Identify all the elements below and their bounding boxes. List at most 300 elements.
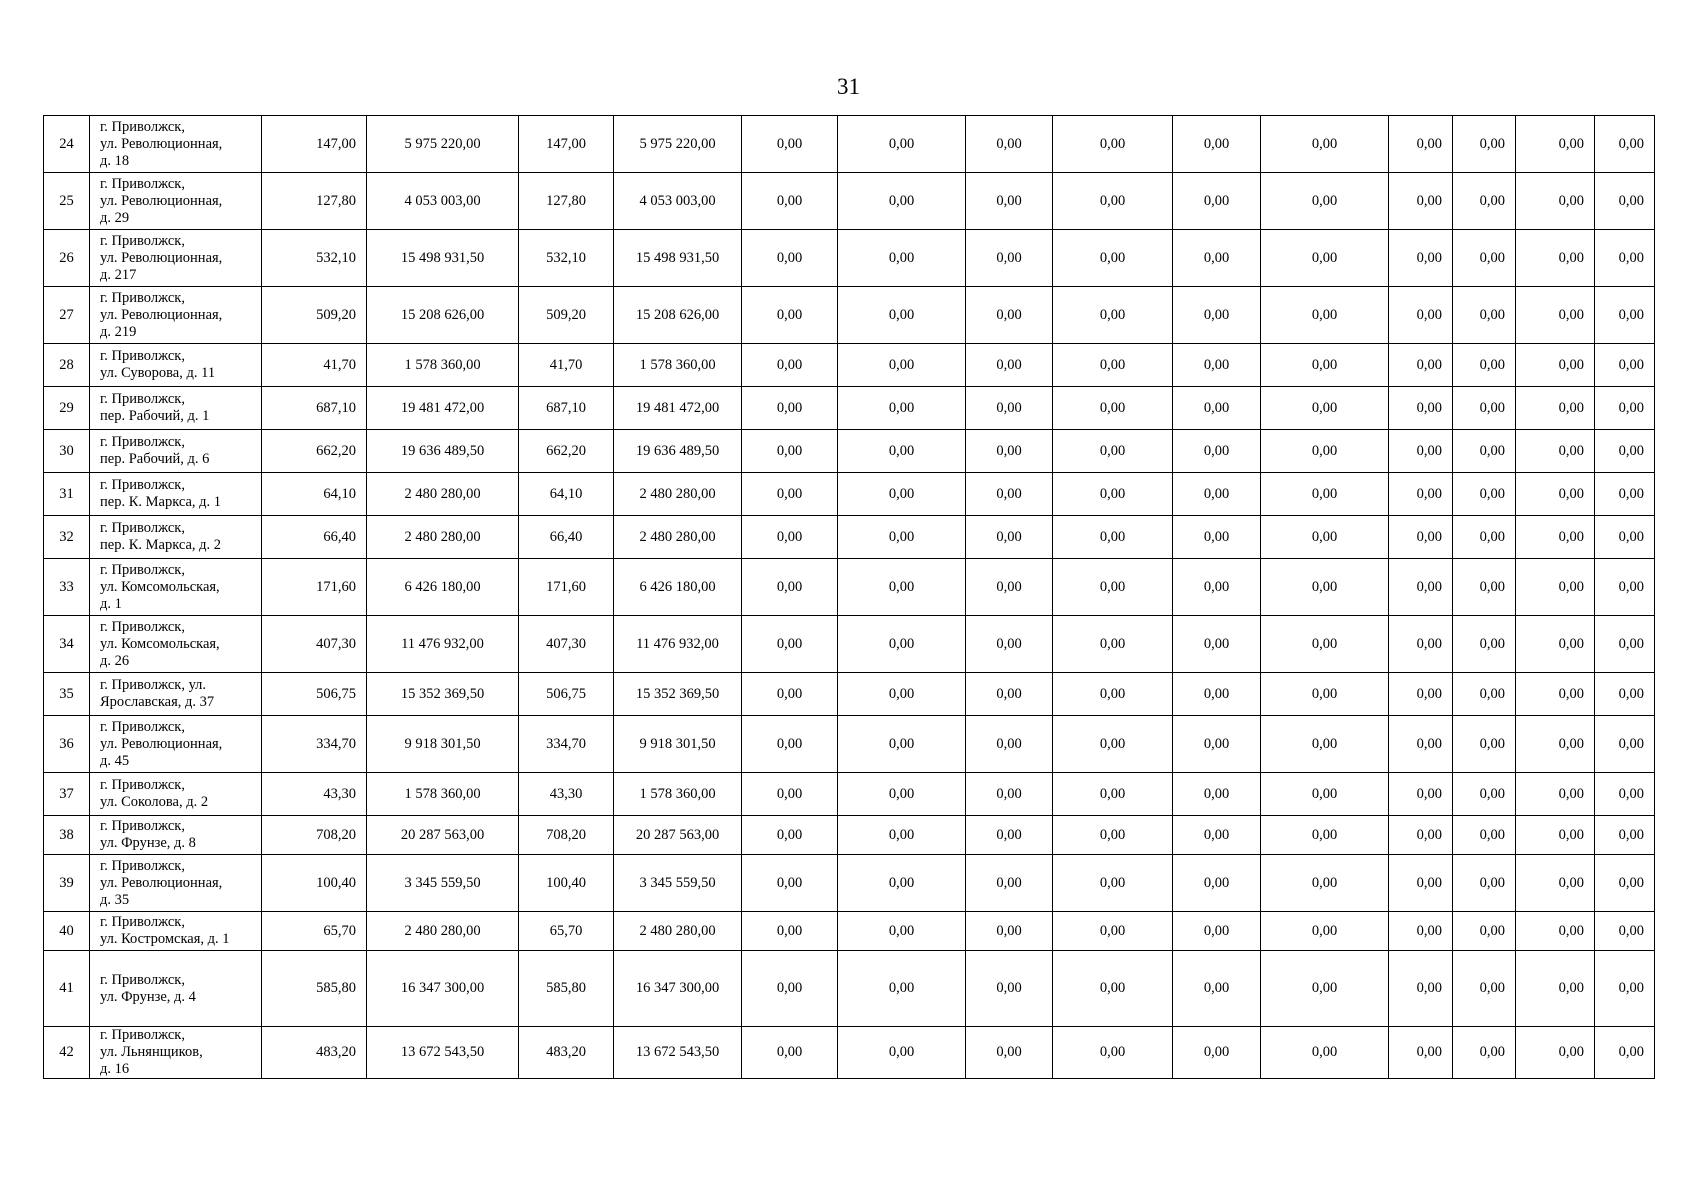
value-cell: 0,00 [1053,912,1173,951]
area-cell: 127,80 [519,173,614,230]
table-row [44,516,1655,559]
value-cell: 0,00 [1453,951,1516,1027]
value-cell: 0,00 [838,816,966,855]
value-cell: 0,00 [1261,816,1389,855]
cost-cell: 20 287 563,00 [614,816,742,855]
value-cell: 0,00 [838,173,966,230]
area-cell: 662,20 [262,430,367,473]
cost-cell: 15 498 931,50 [367,230,519,287]
value-cell: 0,00 [1173,173,1261,230]
value-cell: 0,00 [1261,912,1389,951]
value-cell: 0,00 [1261,387,1389,430]
table-row [44,344,1655,387]
area-cell: 171,60 [262,559,367,616]
value-cell: 0,00 [742,344,838,387]
value-cell: 0,00 [1453,516,1516,559]
cost-cell: 2 480 280,00 [614,473,742,516]
value-cell: 0,00 [1389,912,1453,951]
address-cell: г. Приволжск, ул. Суворова, д. 11 [90,344,262,387]
value-cell: 0,00 [1389,387,1453,430]
value-cell: 0,00 [1261,173,1389,230]
address-cell: г. Приволжск, ул. Революционная, д. 219 [90,287,262,344]
value-cell: 0,00 [838,912,966,951]
value-cell: 0,00 [1453,716,1516,773]
cost-cell: 2 480 280,00 [367,473,519,516]
value-cell: 0,00 [966,816,1053,855]
value-cell: 0,00 [742,473,838,516]
value-cell: 0,00 [966,951,1053,1027]
row-number: 40 [44,912,90,951]
value-cell: 0,00 [1389,473,1453,516]
value-cell: 0,00 [1389,1027,1453,1079]
value-cell: 0,00 [1595,951,1655,1027]
address-cell: г. Приволжск, пер. К. Маркса, д. 2 [90,516,262,559]
value-cell: 0,00 [966,387,1053,430]
value-cell: 0,00 [1261,951,1389,1027]
area-cell: 147,00 [262,116,367,173]
area-cell: 43,30 [519,773,614,816]
value-cell: 0,00 [1389,559,1453,616]
cost-cell: 19 636 489,50 [367,430,519,473]
value-cell: 0,00 [1516,816,1595,855]
cost-cell: 11 476 932,00 [367,616,519,673]
table-row [44,473,1655,516]
value-cell: 0,00 [1053,855,1173,912]
area-cell: 532,10 [519,230,614,287]
cost-cell: 6 426 180,00 [367,559,519,616]
area-cell: 407,30 [262,616,367,673]
value-cell: 0,00 [742,430,838,473]
address-cell: г. Приволжск, ул. Костромская, д. 1 [90,912,262,951]
value-cell: 0,00 [1261,673,1389,716]
value-cell: 0,00 [838,616,966,673]
value-cell: 0,00 [966,430,1053,473]
value-cell: 0,00 [742,673,838,716]
value-cell: 0,00 [966,912,1053,951]
area-cell: 65,70 [262,912,367,951]
value-cell: 0,00 [838,951,966,1027]
value-cell: 0,00 [1053,1027,1173,1079]
value-cell: 0,00 [1261,430,1389,473]
value-cell: 0,00 [1595,473,1655,516]
value-cell: 0,00 [966,473,1053,516]
value-cell: 0,00 [1261,116,1389,173]
row-number: 29 [44,387,90,430]
area-cell: 509,20 [519,287,614,344]
value-cell: 0,00 [1053,673,1173,716]
value-cell: 0,00 [966,716,1053,773]
value-cell: 0,00 [838,230,966,287]
cost-cell: 1 578 360,00 [614,344,742,387]
value-cell: 0,00 [1173,473,1261,516]
cost-cell: 15 352 369,50 [614,673,742,716]
value-cell: 0,00 [1453,287,1516,344]
value-cell: 0,00 [1516,344,1595,387]
row-number: 25 [44,173,90,230]
value-cell: 0,00 [1389,816,1453,855]
area-cell: 532,10 [262,230,367,287]
value-cell: 0,00 [1453,855,1516,912]
area-cell: 687,10 [262,387,367,430]
value-cell: 0,00 [1261,287,1389,344]
cost-cell: 9 918 301,50 [614,716,742,773]
value-cell: 0,00 [1453,912,1516,951]
value-cell: 0,00 [1453,430,1516,473]
area-cell: 662,20 [519,430,614,473]
area-cell: 585,80 [519,951,614,1027]
row-number: 28 [44,344,90,387]
cost-cell: 1 578 360,00 [367,344,519,387]
value-cell: 0,00 [1595,287,1655,344]
value-cell: 0,00 [742,616,838,673]
address-cell: г. Приволжск, пер. К. Маркса, д. 1 [90,473,262,516]
value-cell: 0,00 [1173,230,1261,287]
row-number: 37 [44,773,90,816]
value-cell: 0,00 [1516,1027,1595,1079]
table-row [44,1027,1655,1079]
row-number: 34 [44,616,90,673]
value-cell: 0,00 [1053,616,1173,673]
address-cell: г. Приволжск, ул. Льнянщиков, д. 16 [90,1027,262,1079]
cost-cell: 3 345 559,50 [614,855,742,912]
area-cell: 64,10 [519,473,614,516]
value-cell: 0,00 [966,616,1053,673]
value-cell: 0,00 [1389,855,1453,912]
value-cell: 0,00 [838,473,966,516]
value-cell: 0,00 [1516,912,1595,951]
cost-cell: 13 672 543,50 [367,1027,519,1079]
table-row [44,173,1655,230]
address-cell: г. Приволжск, ул. Революционная, д. 29 [90,173,262,230]
area-cell: 127,80 [262,173,367,230]
value-cell: 0,00 [1516,387,1595,430]
area-cell: 708,20 [519,816,614,855]
value-cell: 0,00 [1516,473,1595,516]
value-cell: 0,00 [1595,855,1655,912]
value-cell: 0,00 [1053,516,1173,559]
value-cell: 0,00 [1389,173,1453,230]
area-cell: 483,20 [262,1027,367,1079]
value-cell: 0,00 [1453,816,1516,855]
cost-cell: 15 208 626,00 [614,287,742,344]
value-cell: 0,00 [1261,230,1389,287]
cost-cell: 9 918 301,50 [367,716,519,773]
value-cell: 0,00 [742,516,838,559]
row-number: 30 [44,430,90,473]
value-cell: 0,00 [1389,287,1453,344]
value-cell: 0,00 [742,230,838,287]
value-cell: 0,00 [742,912,838,951]
value-cell: 0,00 [1053,430,1173,473]
area-cell: 171,60 [519,559,614,616]
area-cell: 41,70 [262,344,367,387]
cost-cell: 1 578 360,00 [367,773,519,816]
cost-cell: 11 476 932,00 [614,616,742,673]
area-cell: 334,70 [519,716,614,773]
value-cell: 0,00 [838,344,966,387]
value-cell: 0,00 [1516,951,1595,1027]
value-cell: 0,00 [1389,430,1453,473]
cost-cell: 15 352 369,50 [367,673,519,716]
cost-cell: 4 053 003,00 [367,173,519,230]
value-cell: 0,00 [1595,116,1655,173]
value-cell: 0,00 [1389,673,1453,716]
row-number: 26 [44,230,90,287]
cost-cell: 20 287 563,00 [367,816,519,855]
page-number: 31 [837,74,860,99]
value-cell: 0,00 [1173,816,1261,855]
area-cell: 509,20 [262,287,367,344]
table-row [44,816,1655,855]
value-cell: 0,00 [966,673,1053,716]
value-cell: 0,00 [1595,1027,1655,1079]
address-cell: г. Приволжск, пер. Рабочий, д. 6 [90,430,262,473]
value-cell: 0,00 [1261,716,1389,773]
value-cell: 0,00 [1453,773,1516,816]
value-cell: 0,00 [742,773,838,816]
row-number: 41 [44,951,90,1027]
value-cell: 0,00 [1261,559,1389,616]
value-cell: 0,00 [1453,616,1516,673]
value-cell: 0,00 [1389,344,1453,387]
value-cell: 0,00 [1516,855,1595,912]
value-cell: 0,00 [1053,344,1173,387]
value-cell: 0,00 [1516,673,1595,716]
table-row [44,287,1655,344]
value-cell: 0,00 [1389,616,1453,673]
value-cell: 0,00 [1173,616,1261,673]
area-cell: 66,40 [262,516,367,559]
table-row [44,387,1655,430]
area-cell: 687,10 [519,387,614,430]
value-cell: 0,00 [838,773,966,816]
value-cell: 0,00 [1173,344,1261,387]
value-cell: 0,00 [1173,673,1261,716]
value-cell: 0,00 [1516,287,1595,344]
value-cell: 0,00 [742,951,838,1027]
value-cell: 0,00 [1053,716,1173,773]
value-cell: 0,00 [1516,773,1595,816]
cost-cell: 1 578 360,00 [614,773,742,816]
cost-cell: 5 975 220,00 [367,116,519,173]
value-cell: 0,00 [1595,773,1655,816]
value-cell: 0,00 [1173,912,1261,951]
value-cell: 0,00 [966,287,1053,344]
cost-cell: 5 975 220,00 [614,116,742,173]
value-cell: 0,00 [742,716,838,773]
value-cell: 0,00 [742,816,838,855]
value-cell: 0,00 [1516,516,1595,559]
row-number: 36 [44,716,90,773]
value-cell: 0,00 [1595,716,1655,773]
cost-cell: 16 347 300,00 [614,951,742,1027]
area-cell: 334,70 [262,716,367,773]
value-cell: 0,00 [1053,287,1173,344]
value-cell: 0,00 [1595,516,1655,559]
row-number: 33 [44,559,90,616]
value-cell: 0,00 [1595,912,1655,951]
cost-cell: 6 426 180,00 [614,559,742,616]
table-row [44,951,1655,1027]
table-row [44,716,1655,773]
address-cell: г. Приволжск, пер. Рабочий, д. 1 [90,387,262,430]
value-cell: 0,00 [1516,430,1595,473]
value-cell: 0,00 [742,855,838,912]
value-cell: 0,00 [742,287,838,344]
value-cell: 0,00 [1173,559,1261,616]
value-cell: 0,00 [1053,230,1173,287]
value-cell: 0,00 [1261,773,1389,816]
value-cell: 0,00 [1053,116,1173,173]
row-number: 35 [44,673,90,716]
value-cell: 0,00 [742,173,838,230]
area-cell: 483,20 [519,1027,614,1079]
address-cell: г. Приволжск, ул. Революционная, д. 217 [90,230,262,287]
cost-cell: 2 480 280,00 [614,912,742,951]
value-cell: 0,00 [966,173,1053,230]
address-cell: г. Приволжск, ул. Ярославская, д. 37 [90,673,262,716]
cost-cell: 2 480 280,00 [367,912,519,951]
cost-cell: 19 636 489,50 [614,430,742,473]
area-cell: 43,30 [262,773,367,816]
value-cell: 0,00 [1261,516,1389,559]
value-cell: 0,00 [1389,516,1453,559]
table-body [44,116,1655,1079]
area-cell: 100,40 [519,855,614,912]
area-cell: 66,40 [519,516,614,559]
value-cell: 0,00 [1173,287,1261,344]
value-cell: 0,00 [1516,559,1595,616]
value-cell: 0,00 [966,344,1053,387]
value-cell: 0,00 [966,773,1053,816]
cost-cell: 3 345 559,50 [367,855,519,912]
value-cell: 0,00 [1053,173,1173,230]
value-cell: 0,00 [1453,559,1516,616]
value-cell: 0,00 [1173,516,1261,559]
value-cell: 0,00 [1173,773,1261,816]
area-cell: 100,40 [262,855,367,912]
value-cell: 0,00 [1261,473,1389,516]
value-cell: 0,00 [1173,855,1261,912]
row-number: 27 [44,287,90,344]
area-cell: 506,75 [519,673,614,716]
value-cell: 0,00 [1453,673,1516,716]
value-cell: 0,00 [1595,616,1655,673]
value-cell: 0,00 [742,116,838,173]
value-cell: 0,00 [1389,230,1453,287]
cost-cell: 15 208 626,00 [367,287,519,344]
value-cell: 0,00 [1453,473,1516,516]
address-cell: г. Приволжск, ул. Революционная, д. 35 [90,855,262,912]
area-cell: 41,70 [519,344,614,387]
value-cell: 0,00 [1261,855,1389,912]
value-cell: 0,00 [1173,116,1261,173]
data-table [43,115,1655,1079]
value-cell: 0,00 [966,116,1053,173]
value-cell: 0,00 [1516,116,1595,173]
value-cell: 0,00 [1516,616,1595,673]
value-cell: 0,00 [1173,430,1261,473]
address-cell: г. Приволжск, ул. Революционная, д. 45 [90,716,262,773]
value-cell: 0,00 [838,516,966,559]
value-cell: 0,00 [1453,387,1516,430]
cost-cell: 2 480 280,00 [367,516,519,559]
area-cell: 65,70 [519,912,614,951]
value-cell: 0,00 [1261,1027,1389,1079]
value-cell: 0,00 [1173,387,1261,430]
value-cell: 0,00 [1595,559,1655,616]
area-cell: 147,00 [519,116,614,173]
table-row [44,912,1655,951]
row-number: 38 [44,816,90,855]
value-cell: 0,00 [1595,344,1655,387]
value-cell: 0,00 [742,1027,838,1079]
cost-cell: 19 481 472,00 [367,387,519,430]
table-row [44,673,1655,716]
value-cell: 0,00 [838,716,966,773]
address-cell: г. Приволжск, ул. Комсомольская, д. 1 [90,559,262,616]
value-cell: 0,00 [1053,387,1173,430]
value-cell: 0,00 [838,559,966,616]
table-row [44,116,1655,173]
value-cell: 0,00 [838,673,966,716]
cost-cell: 15 498 931,50 [614,230,742,287]
table-row [44,616,1655,673]
value-cell: 0,00 [966,855,1053,912]
value-cell: 0,00 [1173,716,1261,773]
table-row [44,230,1655,287]
table-row [44,430,1655,473]
value-cell: 0,00 [1453,230,1516,287]
address-cell: г. Приволжск, ул. Революционная, д. 18 [90,116,262,173]
value-cell: 0,00 [838,287,966,344]
value-cell: 0,00 [1516,173,1595,230]
value-cell: 0,00 [1053,473,1173,516]
row-number: 42 [44,1027,90,1079]
value-cell: 0,00 [1595,816,1655,855]
value-cell: 0,00 [1595,673,1655,716]
value-cell: 0,00 [1595,173,1655,230]
table-row [44,773,1655,816]
value-cell: 0,00 [838,387,966,430]
value-cell: 0,00 [838,430,966,473]
address-cell: г. Приволжск, ул. Фрунзе, д. 4 [90,951,262,1027]
area-cell: 64,10 [262,473,367,516]
area-cell: 585,80 [262,951,367,1027]
value-cell: 0,00 [966,559,1053,616]
value-cell: 0,00 [1453,1027,1516,1079]
value-cell: 0,00 [1261,616,1389,673]
value-cell: 0,00 [1453,173,1516,230]
value-cell: 0,00 [742,387,838,430]
area-cell: 407,30 [519,616,614,673]
cost-cell: 13 672 543,50 [614,1027,742,1079]
table-row [44,559,1655,616]
value-cell: 0,00 [838,116,966,173]
row-number: 32 [44,516,90,559]
row-number: 31 [44,473,90,516]
value-cell: 0,00 [1516,230,1595,287]
value-cell: 0,00 [1595,387,1655,430]
value-cell: 0,00 [1453,116,1516,173]
value-cell: 0,00 [838,855,966,912]
area-cell: 506,75 [262,673,367,716]
value-cell: 0,00 [1595,230,1655,287]
value-cell: 0,00 [1453,344,1516,387]
value-cell: 0,00 [1053,951,1173,1027]
value-cell: 0,00 [838,1027,966,1079]
value-cell: 0,00 [742,559,838,616]
